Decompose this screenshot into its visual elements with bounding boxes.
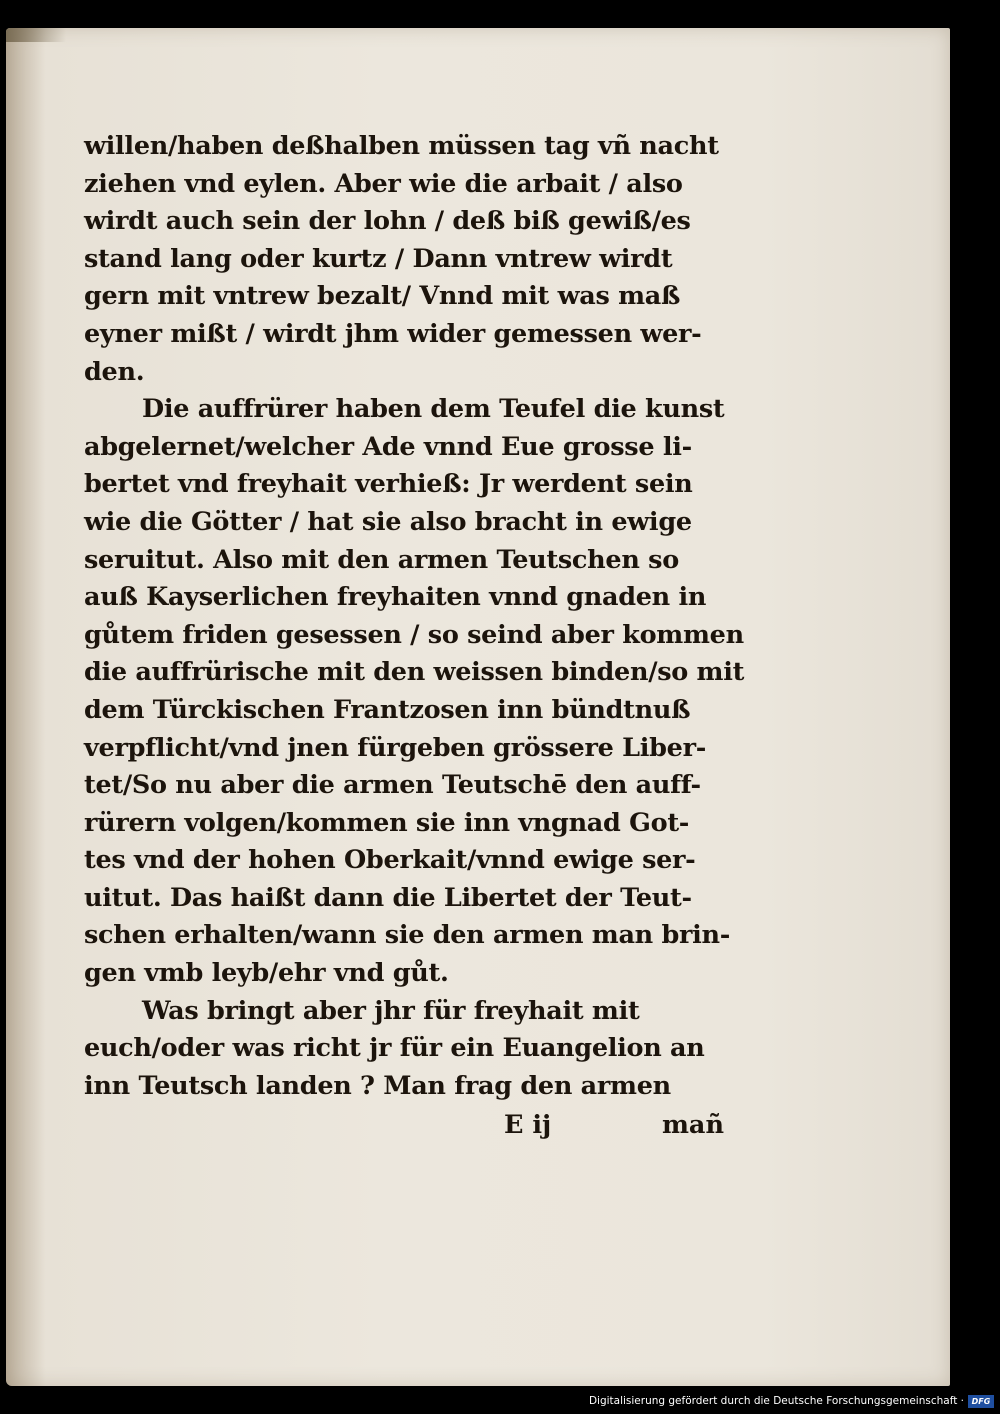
text-line: auß Kayserlichen freyhaiten vnnd gnaden in bbox=[84, 582, 707, 613]
text-line: tes vnd der hohen Oberkait/vnnd ewige ser- bbox=[84, 845, 696, 876]
text-line: verpflicht/vnd jnen fürgeben grössere Liber- bbox=[84, 732, 706, 763]
text-line: stand lang oder kurtz / Dann vntrew wirdt bbox=[84, 243, 673, 274]
paper-page bbox=[6, 28, 950, 1386]
text-line: ziehen vnd eylen. Aber wie die arbait / also bbox=[84, 168, 683, 199]
page-binding-shadow bbox=[6, 28, 46, 1386]
text-line: Die auffrürer haben dem Teufel die kunst bbox=[142, 394, 725, 425]
page-stain bbox=[6, 28, 66, 42]
dfg-logo-icon: DFG bbox=[968, 1395, 994, 1408]
text-line: wirdt auch sein der lohn / deß biß gewiß/es bbox=[84, 206, 691, 237]
body-text bbox=[84, 128, 745, 1145]
text-line: seruitut. Also mit den armen Teutschen so bbox=[84, 544, 679, 575]
text-line: den. bbox=[84, 356, 145, 387]
text-line: eyner mißt / wirdt jhm wider gemessen wer- bbox=[84, 318, 702, 349]
text-line: rürern volgen/kommen sie inn vngnad Got- bbox=[84, 807, 690, 838]
text-line: uitut. Das haißt dann die Libertet der Teut- bbox=[84, 882, 692, 913]
text-line: dem Türckischen Frantzosen inn bündtnuß bbox=[84, 694, 691, 725]
text-line: willen/haben deßhalben müssen tag vñ nacht bbox=[84, 131, 719, 161]
text-line: die auffrürische mit den weissen binden/so mit bbox=[84, 657, 745, 688]
text-line: euch/oder was richt jr für ein Euangelion an bbox=[84, 1033, 705, 1064]
page-footer bbox=[84, 1105, 724, 1145]
catchword: mañ bbox=[661, 1110, 724, 1141]
funding-credit: Digitalisierung gefördert durch die Deutsche Forschungsgemeinschaft · bbox=[588, 1395, 964, 1407]
text-line: gen vmb leyb/ehr vnd gůt. bbox=[84, 958, 449, 989]
credit-bar bbox=[0, 1386, 1000, 1414]
text-line: abgelernet/welcher Ade vnnd Eue grosse li- bbox=[84, 431, 692, 462]
text-line: tet/So nu aber die armen Teutschē den auff- bbox=[84, 770, 701, 801]
text-line: gern mit vntrew bezalt/ Vnnd mit was maß bbox=[84, 281, 681, 312]
text-line: Was bringt aber jhr für freyhait mit bbox=[142, 995, 640, 1026]
text-line: bertet vnd freyhait verhieß: Jr werdent sein bbox=[84, 469, 693, 500]
text-line: schen erhalten/wann sie den armen man brin- bbox=[84, 920, 731, 951]
signature-mark: E ij bbox=[504, 1110, 552, 1141]
text-line: wie die Götter / hat sie also bracht in ewige bbox=[84, 506, 692, 537]
text-line: inn Teutsch landen ? Man frag den armen bbox=[84, 1070, 671, 1101]
text-line: gůtem friden gesessen / so seind aber kommen bbox=[84, 619, 744, 650]
